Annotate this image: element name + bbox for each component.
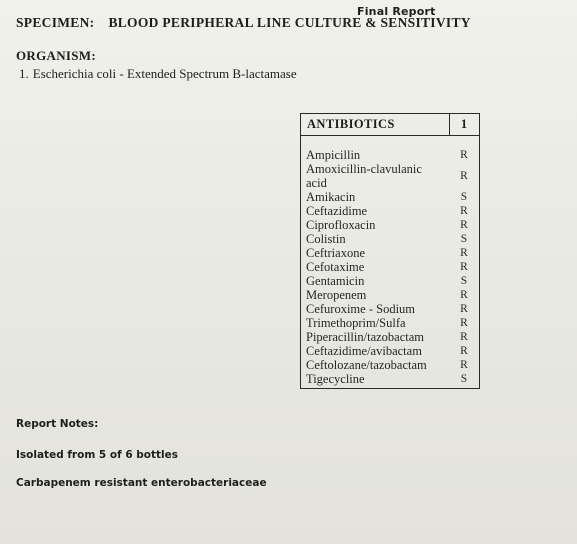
organism-entry — [19, 66, 297, 82]
antibiotic-name: Amoxicillin-clavulanic acid — [306, 162, 422, 190]
antibiotic-name: Gentamicin — [306, 274, 365, 288]
table-row — [301, 190, 480, 204]
table-row — [301, 162, 480, 190]
report-notes-heading: Report Notes: — [16, 418, 99, 430]
susceptibility-result: R — [460, 219, 468, 231]
antibiotic-name: Ceftazidime — [306, 204, 368, 218]
antibiotic-name: Ampicillin — [306, 148, 361, 162]
table-row — [301, 232, 480, 246]
susceptibility-result: S — [460, 191, 468, 203]
organism-heading: ORGANISM: — [16, 48, 96, 63]
report-note-carbapenem: Carbapenem resistant enterobacteriaceae — [16, 477, 267, 489]
susceptibility-result: R — [460, 289, 468, 301]
table-row — [301, 274, 480, 288]
susceptibility-result: R — [460, 247, 468, 259]
antibiotic-name: Ceftazidime/avibactam — [306, 344, 422, 358]
antibiotic-name: Amikacin — [306, 190, 356, 204]
susceptibility-result: R — [460, 149, 468, 161]
antibiotic-name: Ceftolozane/tazobactam — [306, 358, 427, 372]
susceptibility-result: S — [460, 373, 468, 385]
susceptibility-result: R — [460, 261, 468, 273]
antibiotics-table — [300, 113, 480, 389]
specimen-label: SPECIMEN: — [16, 15, 95, 30]
table-row — [301, 372, 480, 389]
antibiotic-name: Ciprofloxacin — [306, 218, 376, 232]
antibiotic-name: Tigecycline — [306, 372, 365, 386]
table-row — [301, 218, 480, 232]
table-row — [301, 344, 480, 358]
antibiotics-column-header: ANTIBIOTICS — [301, 114, 450, 136]
susceptibility-result: R — [460, 359, 468, 371]
table-row — [301, 316, 480, 330]
antibiotic-name: Meropenem — [306, 288, 367, 302]
report-note-bottles: Isolated from 5 of 6 bottles — [16, 449, 179, 461]
antibiotics-table-body — [301, 136, 480, 389]
susceptibility-result: R — [460, 317, 468, 329]
antibiotic-name: Colistin — [306, 232, 346, 246]
susceptibility-result: S — [460, 275, 468, 287]
antibiotic-name: Trimethoprim/Sulfa — [306, 316, 406, 330]
table-spacer-row — [301, 136, 480, 149]
specimen-value: BLOOD PERIPHERAL LINE CULTURE & SENSITIVITY — [108, 15, 471, 30]
susceptibility-result: S — [460, 233, 468, 245]
susceptibility-result: R — [460, 205, 468, 217]
final-report-label: Final Report — [357, 5, 436, 18]
table-row — [301, 288, 480, 302]
susceptibility-result: R — [460, 170, 468, 182]
organism-name: Escherichia coli - Extended Spectrum B-lactamase — [32, 66, 297, 81]
antibiotic-name: Piperacillin/tazobactam — [306, 330, 425, 344]
susceptibility-result: R — [460, 345, 468, 357]
table-row — [301, 148, 480, 162]
antibiotic-name: Cefuroxime - Sodium — [306, 302, 416, 316]
table-row — [301, 246, 480, 260]
susceptibility-result: R — [460, 331, 468, 343]
isolate-column-header: 1 — [449, 114, 480, 136]
specimen-line — [16, 15, 471, 31]
table-row — [301, 204, 480, 218]
table-row — [301, 302, 480, 316]
antibiotics-table-header — [301, 114, 480, 136]
organism-number: 1. — [19, 66, 29, 81]
table-row — [301, 330, 480, 344]
table-row — [301, 358, 480, 372]
susceptibility-result: R — [460, 303, 468, 315]
antibiotic-name: Ceftriaxone — [306, 246, 366, 260]
table-row — [301, 260, 480, 274]
antibiotic-name: Cefotaxime — [306, 260, 365, 274]
